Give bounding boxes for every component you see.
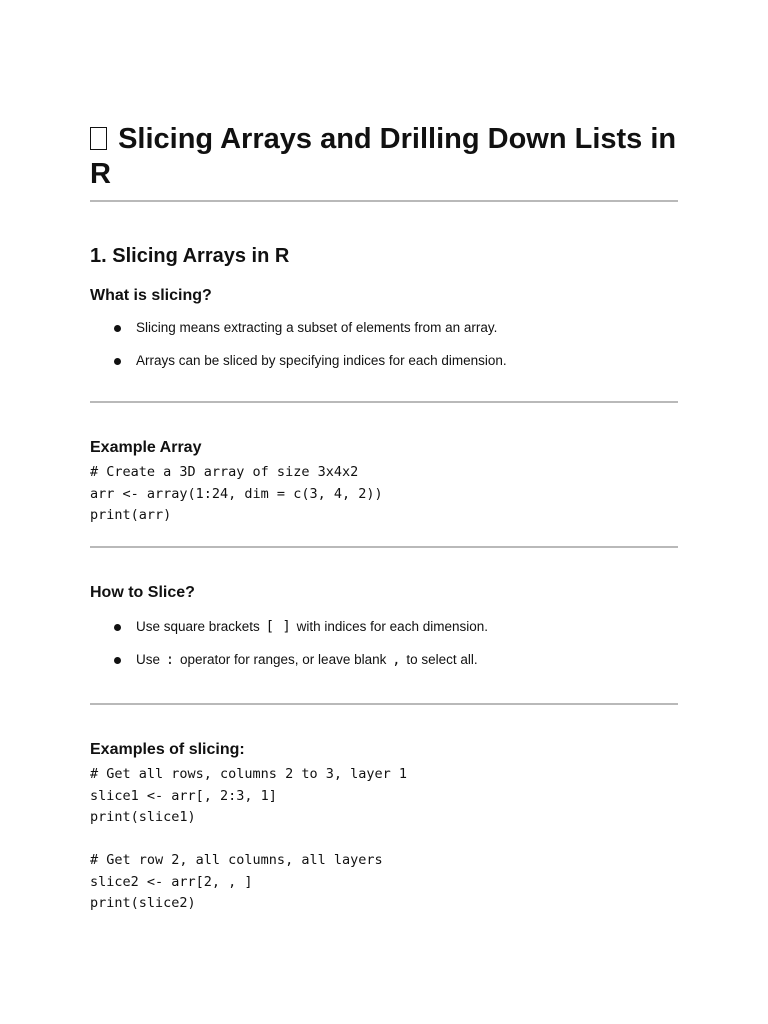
list-item-text: Use (136, 652, 161, 667)
list-item-text: Arrays can be sliced by specifying indices for each dimension. (136, 353, 507, 368)
inline-code: , (392, 652, 401, 668)
subheading-what-is-slicing: What is slicing? (90, 287, 212, 304)
list-item-text: Use square brackets (136, 619, 260, 634)
list-item-text: Slicing means extracting a subset of elements from an array. (136, 320, 498, 335)
missing-glyph-icon (90, 127, 107, 150)
inline-code: : (165, 652, 175, 668)
list-item-text: to select all. (406, 652, 478, 667)
document-title (90, 122, 690, 192)
code-block-examples-of-slicing: # Get all rows, columns 2 to 3, layer 1 slice1 <- arr[, 2:3, 1] print(slice1) # Get row 2, all columns, all layers slice2 <- arr[2, , ] print(slice2) (90, 766, 407, 911)
section-heading-slicing-arrays: 1. Slicing Arrays in R (90, 245, 290, 267)
list-item (90, 651, 678, 669)
subheading-examples-of-slicing: Examples of slicing: (90, 741, 245, 758)
bullet-icon (114, 624, 121, 631)
document-title-text: Slicing Arrays and Drilling Down Lists in R (90, 123, 677, 190)
list-item (90, 352, 678, 370)
section-divider (90, 546, 678, 548)
bullet-icon (114, 358, 121, 365)
list-item (90, 618, 678, 636)
bullet-icon (114, 325, 121, 332)
list-item (90, 319, 678, 337)
list-item-text: with indices for each dimension. (296, 619, 488, 634)
subheading-how-to-slice: How to Slice? (90, 584, 195, 601)
what-is-slicing-list (90, 319, 678, 370)
how-to-slice-list (90, 618, 678, 669)
title-divider (90, 200, 678, 202)
bullet-icon (114, 657, 121, 664)
subheading-example-array: Example Array (90, 439, 202, 456)
list-item-text: operator for ranges, or leave blank (179, 652, 387, 667)
inline-code: [ ] (265, 619, 291, 635)
code-block-example-array: # Create a 3D array of size 3x4x2 arr <- array(1:24, dim = c(3, 4, 2)) print(arr) (90, 464, 383, 523)
section-divider (90, 401, 678, 403)
section-divider (90, 703, 678, 705)
